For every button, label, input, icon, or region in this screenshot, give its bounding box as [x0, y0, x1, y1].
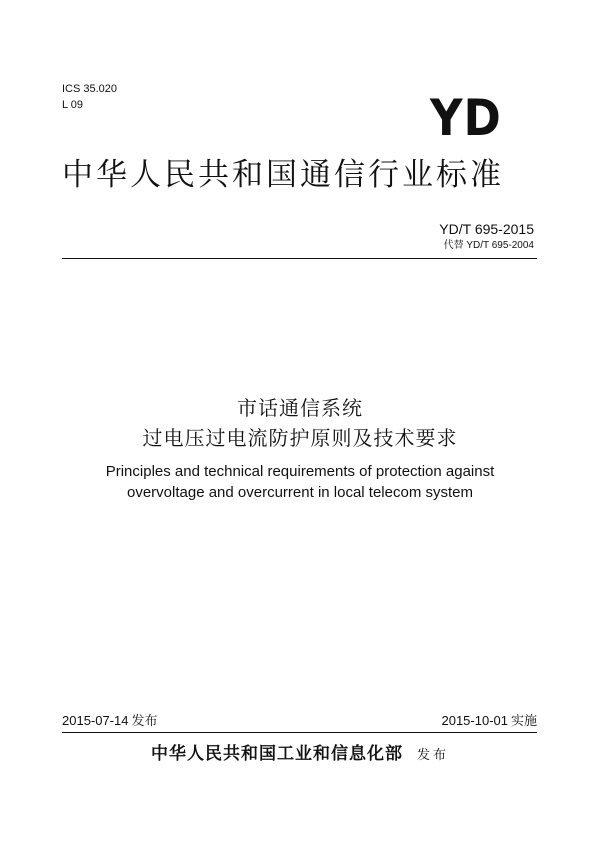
document-title-block [0, 393, 600, 503]
yd-logo: YD [430, 89, 502, 147]
title-en-line1: Principles and technical requirements of protection against [105, 463, 495, 480]
standard-code: YD/T 695-2015 [439, 221, 534, 237]
title-en-line2: overvoltage and overcurrent in local telecom system [127, 484, 473, 501]
bottom-divider [62, 732, 537, 733]
ics-code: ICS 35.020 [62, 83, 118, 95]
replaces-code: 代替 YD/T 695-2004 [443, 240, 534, 251]
title-zh-line2: 过电压过电流防护原则及技术要求 [142, 426, 458, 450]
publisher-org: 中华人民共和国工业和信息化部 [150, 744, 403, 764]
issue-date-block [62, 712, 158, 730]
classification-codes [62, 81, 117, 113]
publisher-line [0, 741, 600, 769]
implement-date-block [441, 712, 537, 730]
issue-label: 发布 [131, 713, 158, 728]
standard-code-block [439, 219, 534, 253]
title-zh-line1: 市话通信系统 [237, 396, 363, 420]
top-divider [62, 258, 537, 259]
title-en [0, 461, 600, 503]
issue-date: 2015-07-14 [62, 713, 129, 728]
publisher-action: 发布 [416, 748, 449, 763]
ccs-code: L 09 [62, 99, 84, 111]
standard-category-title: 中华人民共和国通信行业标准 [62, 157, 504, 193]
implement-label: 实施 [510, 713, 537, 728]
implement-date: 2015-10-01 [441, 713, 508, 728]
